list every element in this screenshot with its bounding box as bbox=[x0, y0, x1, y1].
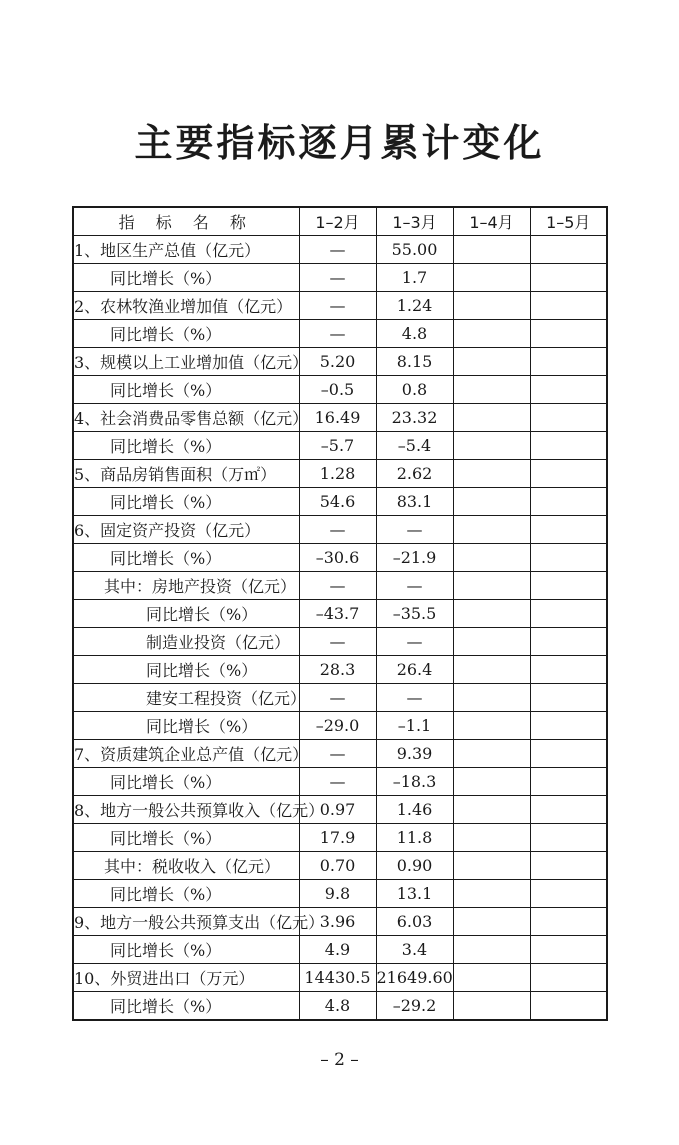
value-jan-feb-cell: — bbox=[299, 320, 376, 348]
value-jan-mar-cell: 6.03 bbox=[376, 908, 453, 936]
value-jan-feb-cell: 4.9 bbox=[299, 936, 376, 964]
value-jan-mar-cell: –35.5 bbox=[376, 600, 453, 628]
table-row bbox=[73, 852, 607, 880]
indicator-name-cell: 6、固定资产投资（亿元） bbox=[73, 516, 299, 544]
value-jan-apr-cell bbox=[453, 852, 530, 880]
value-jan-apr-cell bbox=[453, 600, 530, 628]
table-row bbox=[73, 628, 607, 656]
value-jan-apr-cell bbox=[453, 348, 530, 376]
table-row bbox=[73, 432, 607, 460]
value-jan-mar-cell: 13.1 bbox=[376, 880, 453, 908]
value-jan-feb-cell: 0.97 bbox=[299, 796, 376, 824]
value-jan-may-cell bbox=[530, 684, 607, 712]
value-jan-mar-cell: –21.9 bbox=[376, 544, 453, 572]
value-jan-mar-cell: 83.1 bbox=[376, 488, 453, 516]
value-jan-apr-cell bbox=[453, 432, 530, 460]
value-jan-apr-cell bbox=[453, 236, 530, 264]
value-jan-may-cell bbox=[530, 796, 607, 824]
indicator-name-cell: 同比增长（%） bbox=[73, 488, 299, 516]
value-jan-feb-cell: 17.9 bbox=[299, 824, 376, 852]
table-row bbox=[73, 236, 607, 264]
value-jan-may-cell bbox=[530, 292, 607, 320]
table-row bbox=[73, 712, 607, 740]
value-jan-feb-cell: 3.96 bbox=[299, 908, 376, 936]
value-jan-feb-cell: 16.49 bbox=[299, 404, 376, 432]
table-row bbox=[73, 824, 607, 852]
indicator-name-cell: 同比增长（%） bbox=[73, 768, 299, 796]
indicator-name-cell: 同比增长（%） bbox=[73, 432, 299, 460]
value-jan-may-cell bbox=[530, 320, 607, 348]
value-jan-apr-cell bbox=[453, 768, 530, 796]
value-jan-feb-cell: –29.0 bbox=[299, 712, 376, 740]
value-jan-feb-cell: — bbox=[299, 740, 376, 768]
indicator-name-cell: 9、地方一般公共预算支出（亿元） bbox=[73, 908, 299, 936]
table-row bbox=[73, 908, 607, 936]
value-jan-feb-cell: — bbox=[299, 236, 376, 264]
indicator-name-cell: 其中：房地产投资（亿元） bbox=[73, 572, 299, 600]
value-jan-feb-cell: –30.6 bbox=[299, 544, 376, 572]
value-jan-may-cell bbox=[530, 460, 607, 488]
header-jan-mar: 1–3月 bbox=[376, 207, 453, 236]
indicator-name-cell: 其中：税收收入（亿元） bbox=[73, 852, 299, 880]
value-jan-apr-cell bbox=[453, 320, 530, 348]
indicator-name-cell: 同比增长（%） bbox=[73, 824, 299, 852]
table-row bbox=[73, 376, 607, 404]
table-row bbox=[73, 992, 607, 1021]
value-jan-feb-cell: 9.8 bbox=[299, 880, 376, 908]
value-jan-mar-cell: 0.8 bbox=[376, 376, 453, 404]
value-jan-mar-cell: –1.1 bbox=[376, 712, 453, 740]
value-jan-apr-cell bbox=[453, 544, 530, 572]
value-jan-may-cell bbox=[530, 264, 607, 292]
header-jan-may: 1–5月 bbox=[530, 207, 607, 236]
page-number: – 2 – bbox=[320, 1050, 359, 1070]
value-jan-feb-cell: 54.6 bbox=[299, 488, 376, 516]
indicator-name-cell: 同比增长（%） bbox=[73, 936, 299, 964]
value-jan-apr-cell bbox=[453, 488, 530, 516]
value-jan-apr-cell bbox=[453, 628, 530, 656]
value-jan-mar-cell: 3.4 bbox=[376, 936, 453, 964]
value-jan-apr-cell bbox=[453, 684, 530, 712]
indicator-name-cell: 同比增长（%） bbox=[73, 600, 299, 628]
value-jan-apr-cell bbox=[453, 796, 530, 824]
table-row bbox=[73, 880, 607, 908]
value-jan-mar-cell: — bbox=[376, 628, 453, 656]
value-jan-mar-cell: 1.24 bbox=[376, 292, 453, 320]
value-jan-mar-cell: 21649.60 bbox=[376, 964, 453, 992]
table-row bbox=[73, 320, 607, 348]
table-row bbox=[73, 600, 607, 628]
table-header-row bbox=[73, 207, 607, 236]
value-jan-mar-cell: –18.3 bbox=[376, 768, 453, 796]
value-jan-mar-cell: 4.8 bbox=[376, 320, 453, 348]
value-jan-mar-cell: 55.00 bbox=[376, 236, 453, 264]
table-row bbox=[73, 572, 607, 600]
value-jan-feb-cell: — bbox=[299, 264, 376, 292]
value-jan-apr-cell bbox=[453, 908, 530, 936]
value-jan-may-cell bbox=[530, 544, 607, 572]
table-row bbox=[73, 796, 607, 824]
value-jan-mar-cell: 8.15 bbox=[376, 348, 453, 376]
header-indicator-name: 指 标 名 称 bbox=[73, 207, 299, 236]
value-jan-mar-cell: 9.39 bbox=[376, 740, 453, 768]
value-jan-apr-cell bbox=[453, 460, 530, 488]
indicator-name-cell: 10、外贸进出口（万元） bbox=[73, 964, 299, 992]
indicator-name-cell: 3、规模以上工业增加值（亿元） bbox=[73, 348, 299, 376]
value-jan-feb-cell: — bbox=[299, 572, 376, 600]
value-jan-mar-cell: 23.32 bbox=[376, 404, 453, 432]
value-jan-mar-cell: — bbox=[376, 572, 453, 600]
value-jan-apr-cell bbox=[453, 516, 530, 544]
value-jan-apr-cell bbox=[453, 376, 530, 404]
value-jan-mar-cell: 2.62 bbox=[376, 460, 453, 488]
value-jan-may-cell bbox=[530, 712, 607, 740]
value-jan-may-cell bbox=[530, 880, 607, 908]
value-jan-may-cell bbox=[530, 656, 607, 684]
value-jan-may-cell bbox=[530, 236, 607, 264]
value-jan-feb-cell: –5.7 bbox=[299, 432, 376, 460]
value-jan-feb-cell: — bbox=[299, 292, 376, 320]
value-jan-apr-cell bbox=[453, 404, 530, 432]
indicator-table bbox=[72, 206, 608, 1021]
indicator-name-cell: 8、地方一般公共预算收入（亿元） bbox=[73, 796, 299, 824]
value-jan-may-cell bbox=[530, 432, 607, 460]
indicator-name-cell: 建安工程投资（亿元） bbox=[73, 684, 299, 712]
value-jan-apr-cell bbox=[453, 572, 530, 600]
value-jan-may-cell bbox=[530, 600, 607, 628]
value-jan-may-cell bbox=[530, 516, 607, 544]
indicator-name-cell: 4、社会消费品零售总额（亿元） bbox=[73, 404, 299, 432]
value-jan-apr-cell bbox=[453, 992, 530, 1021]
value-jan-may-cell bbox=[530, 348, 607, 376]
table-row bbox=[73, 460, 607, 488]
value-jan-feb-cell: 14430.5 bbox=[299, 964, 376, 992]
indicator-name-cell: 7、资质建筑企业总产值（亿元） bbox=[73, 740, 299, 768]
indicator-name-cell: 同比增长（%） bbox=[73, 880, 299, 908]
value-jan-mar-cell: — bbox=[376, 684, 453, 712]
table-row bbox=[73, 544, 607, 572]
value-jan-feb-cell: 5.20 bbox=[299, 348, 376, 376]
value-jan-feb-cell: 4.8 bbox=[299, 992, 376, 1021]
value-jan-mar-cell: –5.4 bbox=[376, 432, 453, 460]
value-jan-apr-cell bbox=[453, 964, 530, 992]
value-jan-may-cell bbox=[530, 824, 607, 852]
value-jan-feb-cell: — bbox=[299, 516, 376, 544]
value-jan-apr-cell bbox=[453, 936, 530, 964]
value-jan-may-cell bbox=[530, 992, 607, 1021]
indicator-name-cell: 同比增长（%） bbox=[73, 264, 299, 292]
table-row bbox=[73, 656, 607, 684]
table-row bbox=[73, 264, 607, 292]
table-row bbox=[73, 936, 607, 964]
value-jan-feb-cell: — bbox=[299, 628, 376, 656]
value-jan-may-cell bbox=[530, 376, 607, 404]
value-jan-may-cell bbox=[530, 628, 607, 656]
value-jan-feb-cell: 0.70 bbox=[299, 852, 376, 880]
value-jan-feb-cell: –0.5 bbox=[299, 376, 376, 404]
header-jan-feb: 1–2月 bbox=[299, 207, 376, 236]
value-jan-mar-cell: 1.7 bbox=[376, 264, 453, 292]
value-jan-apr-cell bbox=[453, 712, 530, 740]
value-jan-apr-cell bbox=[453, 292, 530, 320]
value-jan-apr-cell bbox=[453, 824, 530, 852]
table-body bbox=[73, 236, 607, 1021]
value-jan-may-cell bbox=[530, 488, 607, 516]
indicator-name-cell: 制造业投资（亿元） bbox=[73, 628, 299, 656]
value-jan-mar-cell: 0.90 bbox=[376, 852, 453, 880]
value-jan-mar-cell: 1.46 bbox=[376, 796, 453, 824]
value-jan-mar-cell: 11.8 bbox=[376, 824, 453, 852]
value-jan-feb-cell: — bbox=[299, 684, 376, 712]
indicator-name-cell: 2、农林牧渔业增加值（亿元） bbox=[73, 292, 299, 320]
value-jan-mar-cell: 26.4 bbox=[376, 656, 453, 684]
value-jan-may-cell bbox=[530, 768, 607, 796]
value-jan-may-cell bbox=[530, 572, 607, 600]
value-jan-apr-cell bbox=[453, 264, 530, 292]
table-row bbox=[73, 348, 607, 376]
value-jan-feb-cell: –43.7 bbox=[299, 600, 376, 628]
value-jan-may-cell bbox=[530, 908, 607, 936]
value-jan-may-cell bbox=[530, 740, 607, 768]
table-row bbox=[73, 964, 607, 992]
value-jan-feb-cell: — bbox=[299, 768, 376, 796]
indicator-name-cell: 5、商品房销售面积（万㎡） bbox=[73, 460, 299, 488]
page-title: 主要指标逐月累计变化 bbox=[134, 121, 545, 165]
indicator-name-cell: 同比增长（%） bbox=[73, 992, 299, 1021]
header-jan-apr: 1–4月 bbox=[453, 207, 530, 236]
table-row bbox=[73, 516, 607, 544]
table-row bbox=[73, 292, 607, 320]
value-jan-mar-cell: –29.2 bbox=[376, 992, 453, 1021]
indicator-name-cell: 1、地区生产总值（亿元） bbox=[73, 236, 299, 264]
indicator-name-cell: 同比增长（%） bbox=[73, 544, 299, 572]
table-row bbox=[73, 684, 607, 712]
table-row bbox=[73, 488, 607, 516]
table-row bbox=[73, 404, 607, 432]
value-jan-feb-cell: 1.28 bbox=[299, 460, 376, 488]
value-jan-may-cell bbox=[530, 852, 607, 880]
indicator-name-cell: 同比增长（%） bbox=[73, 320, 299, 348]
value-jan-may-cell bbox=[530, 936, 607, 964]
indicator-name-cell: 同比增长（%） bbox=[73, 712, 299, 740]
indicator-name-cell: 同比增长（%） bbox=[73, 376, 299, 404]
value-jan-apr-cell bbox=[453, 880, 530, 908]
value-jan-mar-cell: — bbox=[376, 516, 453, 544]
value-jan-may-cell bbox=[530, 404, 607, 432]
table-row bbox=[73, 740, 607, 768]
value-jan-apr-cell bbox=[453, 656, 530, 684]
value-jan-feb-cell: 28.3 bbox=[299, 656, 376, 684]
table-row bbox=[73, 768, 607, 796]
indicator-name-cell: 同比增长（%） bbox=[73, 656, 299, 684]
value-jan-apr-cell bbox=[453, 740, 530, 768]
value-jan-may-cell bbox=[530, 964, 607, 992]
